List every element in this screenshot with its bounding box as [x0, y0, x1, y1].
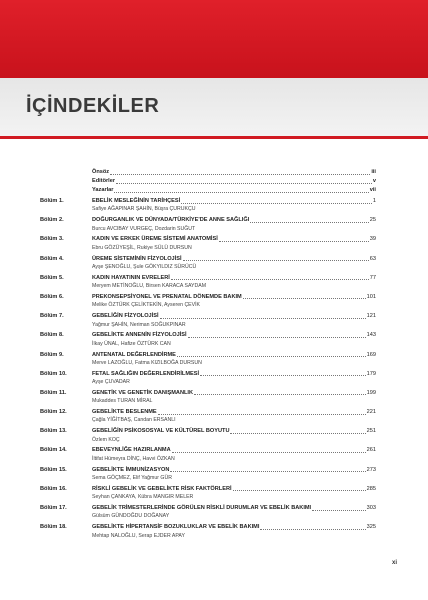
chapter-title: KADIN HAYATININ EVRELERİ	[92, 274, 170, 281]
chapter-number: Bölüm 5.	[40, 274, 64, 281]
chapter-number: Bölüm 16.	[40, 485, 67, 492]
chapter-number: Bölüm 18.	[40, 524, 67, 531]
chapter-number: Bölüm 7.	[40, 313, 64, 320]
chapter-number: Bölüm 2.	[40, 217, 64, 224]
dot-leader	[233, 485, 366, 492]
dot-leader	[181, 197, 372, 204]
chapter-authors: Ayşe ŞENOĞLU, Şule GÖKYILDIZ SÜRÜCÜ	[92, 263, 197, 270]
front-matter-item[interactable]	[92, 186, 376, 195]
chapter-authors: Mukaddes TURAN MİRAL	[92, 398, 153, 405]
dot-leader	[200, 370, 366, 377]
toc-entry[interactable]	[40, 485, 376, 504]
dot-leader	[177, 351, 366, 358]
chapter-page: 273	[366, 466, 376, 473]
toc-entry[interactable]	[40, 466, 376, 485]
chapter-page: 143	[366, 332, 376, 339]
chapter-number: Bölüm 11.	[40, 389, 67, 396]
title-divider	[0, 136, 428, 139]
chapter-authors: İltifat Hümeyra DİNÇ, Havvi ÖZKAN	[92, 455, 175, 462]
dot-leader	[188, 331, 366, 338]
toc-entry[interactable]	[40, 197, 376, 216]
chapter-authors: Safiye AĞAPINAR ŞAHİN, Büşra ÇURUKÇU	[92, 206, 196, 213]
dot-leader	[250, 216, 369, 223]
chapter-title: EBELİK MESLEĞİNİN TARİHÇESİ	[92, 198, 181, 204]
front-matter-page: v	[372, 178, 376, 184]
dot-leader	[194, 389, 366, 396]
chapter-authors: Sema GÖÇMEZ, Elif Yağmur GÜR	[92, 475, 172, 482]
chapter-authors: Melike ÖZTÜRK ÇELİKTEKİN, Ayseren ÇEVİK	[92, 302, 201, 309]
page-title: İÇİNDEKİLER	[26, 95, 160, 117]
chapter-line	[92, 370, 376, 379]
dot-leader	[170, 466, 365, 473]
dot-leader	[172, 446, 366, 453]
chapter-page: 303	[366, 505, 376, 511]
front-matter-page: vii	[369, 187, 376, 193]
chapter-title: FETAL SAĞLIĞIN DEĞERLENDİRİLMESİ	[92, 370, 200, 377]
chapter-authors: Gülsüm GÜNDOĞDU DOĞANAY	[92, 513, 170, 520]
chapter-title: RİSKLİ GEBELİK VE GEBELİKTE RİSK FAKTÖRLERİ	[92, 485, 232, 492]
chapter-number: Bölüm 14.	[40, 447, 67, 454]
chapter-title: GEBELİK TRİMESTERLERİNDE GÖRÜLEN RİSKLİ DURUMLAR VE EBELİK BAKIMI	[92, 505, 312, 511]
dot-leader	[260, 523, 365, 530]
chapter-page: 261	[366, 447, 376, 454]
chapter-page: 199	[366, 389, 376, 396]
chapter-page: 63	[369, 255, 376, 262]
chapter-page: 25	[369, 217, 376, 224]
chapter-title: GEBELİKTE İMMUNİZASYON	[92, 466, 170, 473]
dot-leader	[171, 274, 369, 281]
front-matter-page: iii	[371, 169, 376, 175]
dot-leader	[243, 293, 366, 300]
chapter-number: Bölüm 12.	[40, 409, 67, 416]
dot-leader	[110, 168, 370, 175]
front-matter-item[interactable]	[92, 177, 376, 186]
dot-leader	[219, 235, 369, 242]
chapter-authors: Ebru GÖZÜYEŞİL, Rukiye SÜLÜ DURSUN	[92, 244, 192, 251]
chapter-page: 1	[372, 198, 376, 204]
toc-entry[interactable]	[40, 293, 376, 312]
chapter-page: 77	[369, 274, 376, 281]
front-matter-label: Yazarlar	[92, 187, 114, 193]
chapter-authors: İlkay ÜNAL, Hafize ÖZTÜRK CAN	[92, 340, 171, 347]
chapter-title: PREKONSEPSİYONEL VE PRENATAL DÖNEMDE BAKIM	[92, 293, 242, 300]
front-matter-label: Editörler	[92, 178, 116, 184]
toc-entry[interactable]	[40, 523, 376, 542]
chapter-authors: Yağmur ŞAHİN, Neriman SOĞUKPINAR	[92, 321, 186, 328]
chapter-number: Bölüm 3.	[40, 236, 64, 243]
chapter-authors: Burcu AVCIBAY VURGEÇ, Dozdarin SUĞUT	[92, 225, 196, 232]
chapter-title: GEBELİĞİN FİZYOLOJİSİ	[92, 313, 159, 320]
chapter-authors: Ayşe ÇUVADAR	[92, 379, 130, 386]
toc-list	[40, 197, 376, 542]
chapter-authors: Meryem METİNOĞLU, Birsen KARACA SAYDAM	[92, 283, 207, 290]
front-matter-label: Önsöz	[92, 169, 110, 175]
chapter-authors: Özlem KOÇ	[92, 436, 120, 443]
chapter-page: 179	[366, 370, 376, 377]
chapter-line	[92, 427, 376, 436]
chapter-authors: Çağla YİĞİTBAŞ, Candan ERSANLI	[92, 417, 176, 424]
chapter-page: 39	[369, 236, 376, 243]
toc-entry[interactable]	[40, 351, 376, 370]
chapter-number: Bölüm 6.	[40, 293, 64, 300]
chapter-page: 221	[366, 409, 376, 416]
chapter-title: GEBELİKTE BESLENME	[92, 409, 157, 416]
chapter-title: GENETİK VE GENETİK DANIŞMANLIK	[92, 389, 194, 396]
chapter-page: 251	[366, 428, 376, 435]
chapter-authors: Merve LAZOĞLU, Fatma KIZILBOĞA DURSUN	[92, 359, 202, 366]
chapter-title: ÜREME SİSTEMİNİN FİZYOLOJİSİ	[92, 255, 182, 262]
toc-entry[interactable]	[40, 331, 376, 350]
chapter-number: Bölüm 8.	[40, 332, 64, 339]
chapter-number: Bölüm 9.	[40, 351, 64, 358]
chapter-page: 121	[366, 313, 376, 320]
toc-entry[interactable]	[40, 427, 376, 446]
chapter-page: 285	[366, 485, 376, 492]
chapter-title: KADIN VE ERKEK ÜREME SİSTEMİ ANATOMİSİ	[92, 236, 218, 243]
chapter-page: 101	[366, 293, 376, 300]
chapter-authors: Mehtap NALOĞLU, Serap EJDER APAY	[92, 532, 185, 539]
chapter-number: Bölüm 1.	[40, 198, 64, 204]
chapter-number: Bölüm 15.	[40, 466, 67, 473]
dot-leader	[158, 408, 366, 415]
chapter-page: 325	[366, 524, 376, 531]
chapter-number: Bölüm 4.	[40, 255, 64, 262]
dot-leader	[230, 427, 365, 434]
dot-leader	[116, 177, 372, 184]
dot-leader	[312, 504, 366, 511]
toc-entry[interactable]	[40, 408, 376, 427]
front-matter-item[interactable]	[92, 168, 376, 177]
toc-entry[interactable]	[40, 370, 376, 389]
toc-entry[interactable]	[40, 216, 376, 235]
chapter-page: 169	[366, 351, 376, 358]
chapter-title: GEBELİKTE ANNENİN FİZYOLOJİSİ	[92, 332, 187, 339]
chapter-title: EBEVEYNLİĞE HAZIRLANMA	[92, 447, 171, 454]
chapter-title: GEBELİĞİN PSİKOSOSYAL VE KÜLTÜREL BOYUTU	[92, 428, 230, 435]
chapter-number: Bölüm 13.	[40, 428, 67, 435]
page-number: xi	[392, 560, 398, 566]
header-red-band	[0, 0, 428, 78]
toc-entry[interactable]	[40, 312, 376, 331]
toc-entry[interactable]	[40, 446, 376, 465]
chapter-number: Bölüm 17.	[40, 505, 67, 511]
toc-entry[interactable]	[40, 235, 376, 254]
chapter-number: Bölüm 10.	[40, 370, 67, 377]
dot-leader	[183, 255, 369, 262]
toc-entry[interactable]	[40, 274, 376, 293]
chapter-authors: Seyhan ÇANKAYA, Kübra MANGIR MELER	[92, 494, 194, 501]
dot-leader	[114, 186, 368, 193]
chapter-title: DOĞURGANLIK VE DÜNYADA/TÜRKİYE'DE ANNE SAĞLIĞI	[92, 217, 250, 224]
dot-leader	[160, 312, 366, 319]
chapter-title: GEBELİKTE HİPERTANSİF BOZUKLUKLAR VE EBELİK BAKIMI	[92, 524, 260, 531]
chapter-title: ANTENATAL DEĞERLENDİRME	[92, 351, 176, 358]
front-matter-list	[92, 168, 376, 195]
toc-entry[interactable]	[40, 504, 376, 523]
toc-entry[interactable]	[40, 389, 376, 408]
toc-entry[interactable]	[40, 255, 376, 274]
